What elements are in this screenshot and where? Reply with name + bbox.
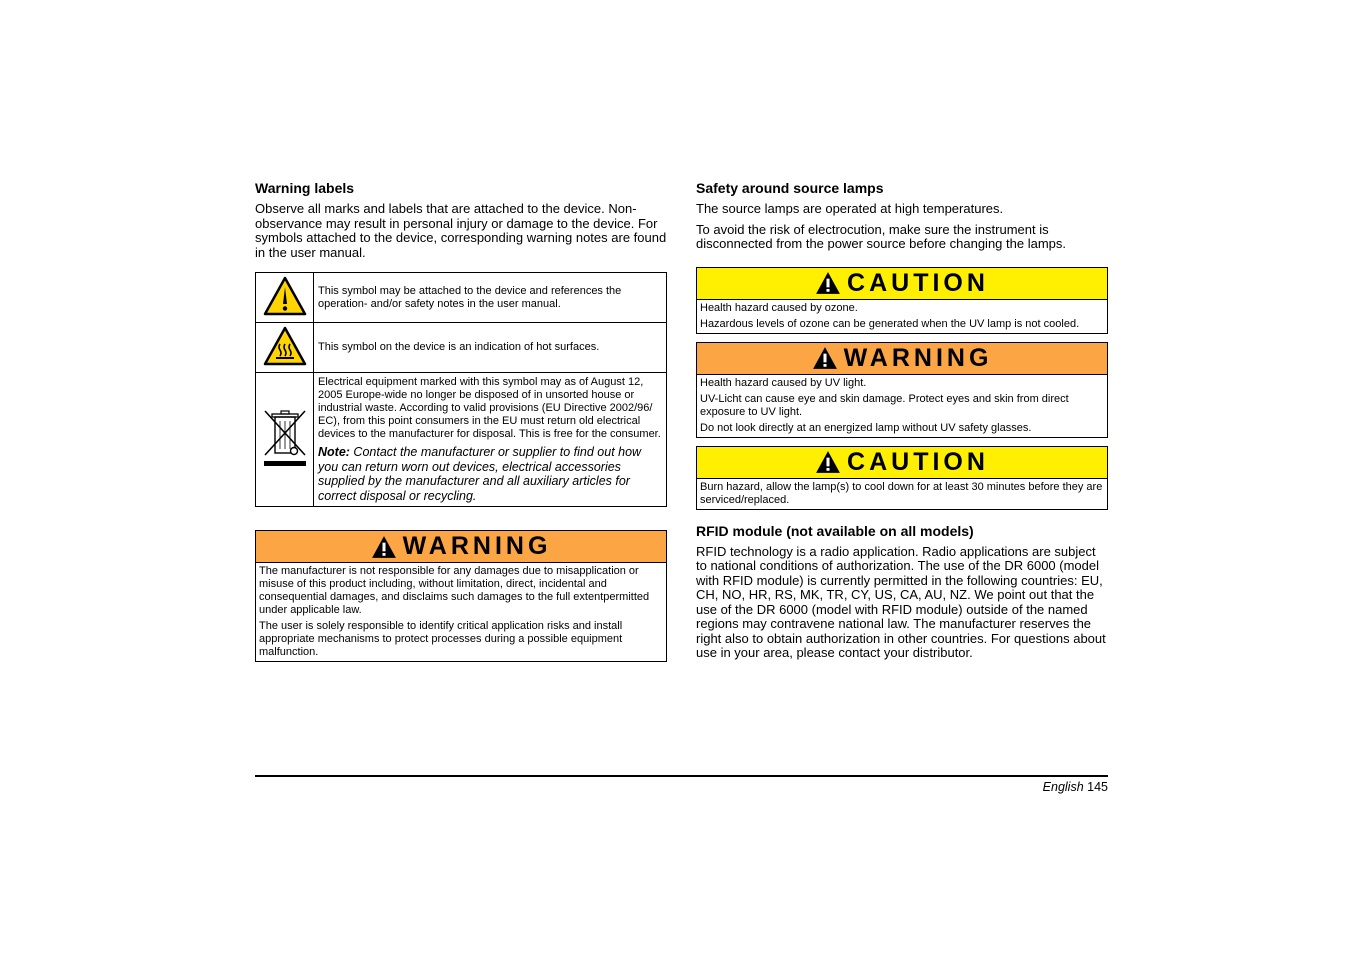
caution-header (697, 447, 1107, 479)
right-column (696, 180, 1108, 667)
lamps-paragraph-1: The source lamps are operated at high temperatures. (696, 201, 1004, 216)
caution-title: CAUTION (847, 447, 989, 476)
table-row (256, 273, 667, 323)
warning-line: The user is solely responsible to identify critical application risks and install appropriate mechanisms to protect processes during a possible equipment malfunction. (259, 620, 623, 658)
warning-line: UV-Licht can cause eye and skin damage. Protect eyes and skin from direct exposure to UV light. (700, 392, 1069, 418)
warning-title: WARNING (402, 532, 552, 560)
table-row (256, 323, 667, 373)
caution-header (697, 268, 1107, 300)
hazard-icon (815, 271, 841, 295)
disposal-note (318, 445, 662, 503)
caution-line: Hazardous levels of ozone can be generated when the UV lamp is not cooled. (700, 317, 1080, 330)
footer-language: English (1042, 780, 1084, 794)
hazard-icon (812, 346, 838, 370)
rfid-heading: RFID module (not available on all models) (696, 522, 974, 539)
liability-warning-box (255, 530, 667, 662)
general-warning-icon (263, 276, 307, 316)
symbol-description (314, 373, 667, 507)
page-number: 145 (1087, 780, 1108, 794)
hot-surface-icon (263, 326, 307, 366)
symbol-cell (256, 273, 314, 323)
weee-text: Electrical equipment marked with this symbol may as of August 12, 2005 Europe-wide no longer be disposed of in unsorted house or industrial waste. According to valid provisions (EU Directive 2002/96/ EC), from this point consumers in the EU must return old electrical devices to the manufacturer for disposal. This is free for the consumer. (318, 376, 661, 440)
footer-rule (255, 775, 1108, 777)
table-row (256, 373, 667, 507)
page-footer (1043, 780, 1108, 794)
caution-line: Health hazard caused by ozone. (700, 301, 858, 314)
warning-title: WARNING (843, 343, 993, 372)
warning-line: Health hazard caused by UV light. (700, 376, 867, 389)
caution-title: CAUTION (847, 268, 989, 297)
symbol-description: This symbol on the device is an indication of hot surfaces. (314, 323, 667, 373)
caution-line: Burn hazard, allow the lamp(s) to cool down for at least 30 minutes before they are serviced/replaced. (700, 480, 1103, 506)
hazard-icon (371, 535, 397, 559)
warning-header (256, 531, 666, 563)
weee-crossed-bin-icon (261, 407, 309, 469)
burn-caution-box (696, 446, 1108, 510)
symbol-table (255, 272, 667, 507)
rfid-paragraph: RFID technology is a radio application. Radio applications are subject to national conditions of authorization. The use of the DR 6000 (model with RFID module) is currently permitted in the following countries: EU, CH, NO, HR, RS, MK, TR, CY, US, CA, AU, NZ. We point out that the use of the DR 6000 (model with RFID module) outside of the named regions may contravene national law. The manufacturer reserves the right also to obtain authorization in other countries. For questions about use in your area, please contact your distributor. (696, 543, 1106, 660)
warning-labels-heading: Warning labels (255, 180, 355, 196)
note-text: Contact the manufacturer or supplier to find out how you can return worn out devices, electrical accessories supplied by the manufacturer and all auxiliary articles for correct disposal or recycling. (318, 445, 642, 503)
lamps-paragraph-2: To avoid the risk of electrocution, make sure the instrument is disconnected from the power source before changing the lamps. (696, 221, 1066, 251)
symbol-description: This symbol may be attached to the device and references the operation- and/or safety notes in the user manual. (314, 273, 667, 323)
symbol-cell (256, 373, 314, 507)
source-lamps-heading: Safety around source lamps (696, 180, 884, 196)
hazard-icon (815, 450, 841, 474)
note-label: Note: (318, 445, 350, 459)
ozone-caution-box (696, 267, 1108, 334)
warning-header (697, 343, 1107, 375)
warning-labels-intro: Observe all marks and labels that are attached to the device. Non-observance may result in personal injury or damage to the device. For symbols attached to the device, corresponding warning notes are found in the user manual. (255, 201, 667, 260)
warning-line: Do not look directly at an energized lamp without UV safety glasses. (700, 421, 1032, 434)
uv-warning-box (696, 342, 1108, 438)
symbol-cell (256, 323, 314, 373)
warning-line: The manufacturer is not responsible for any damages due to misapplication or misuse of this product including, without limitation, direct, incidental and consequential damages, and disclaims such damages to the full extentpermitted under applicable law. (259, 565, 650, 616)
left-column (255, 180, 667, 670)
